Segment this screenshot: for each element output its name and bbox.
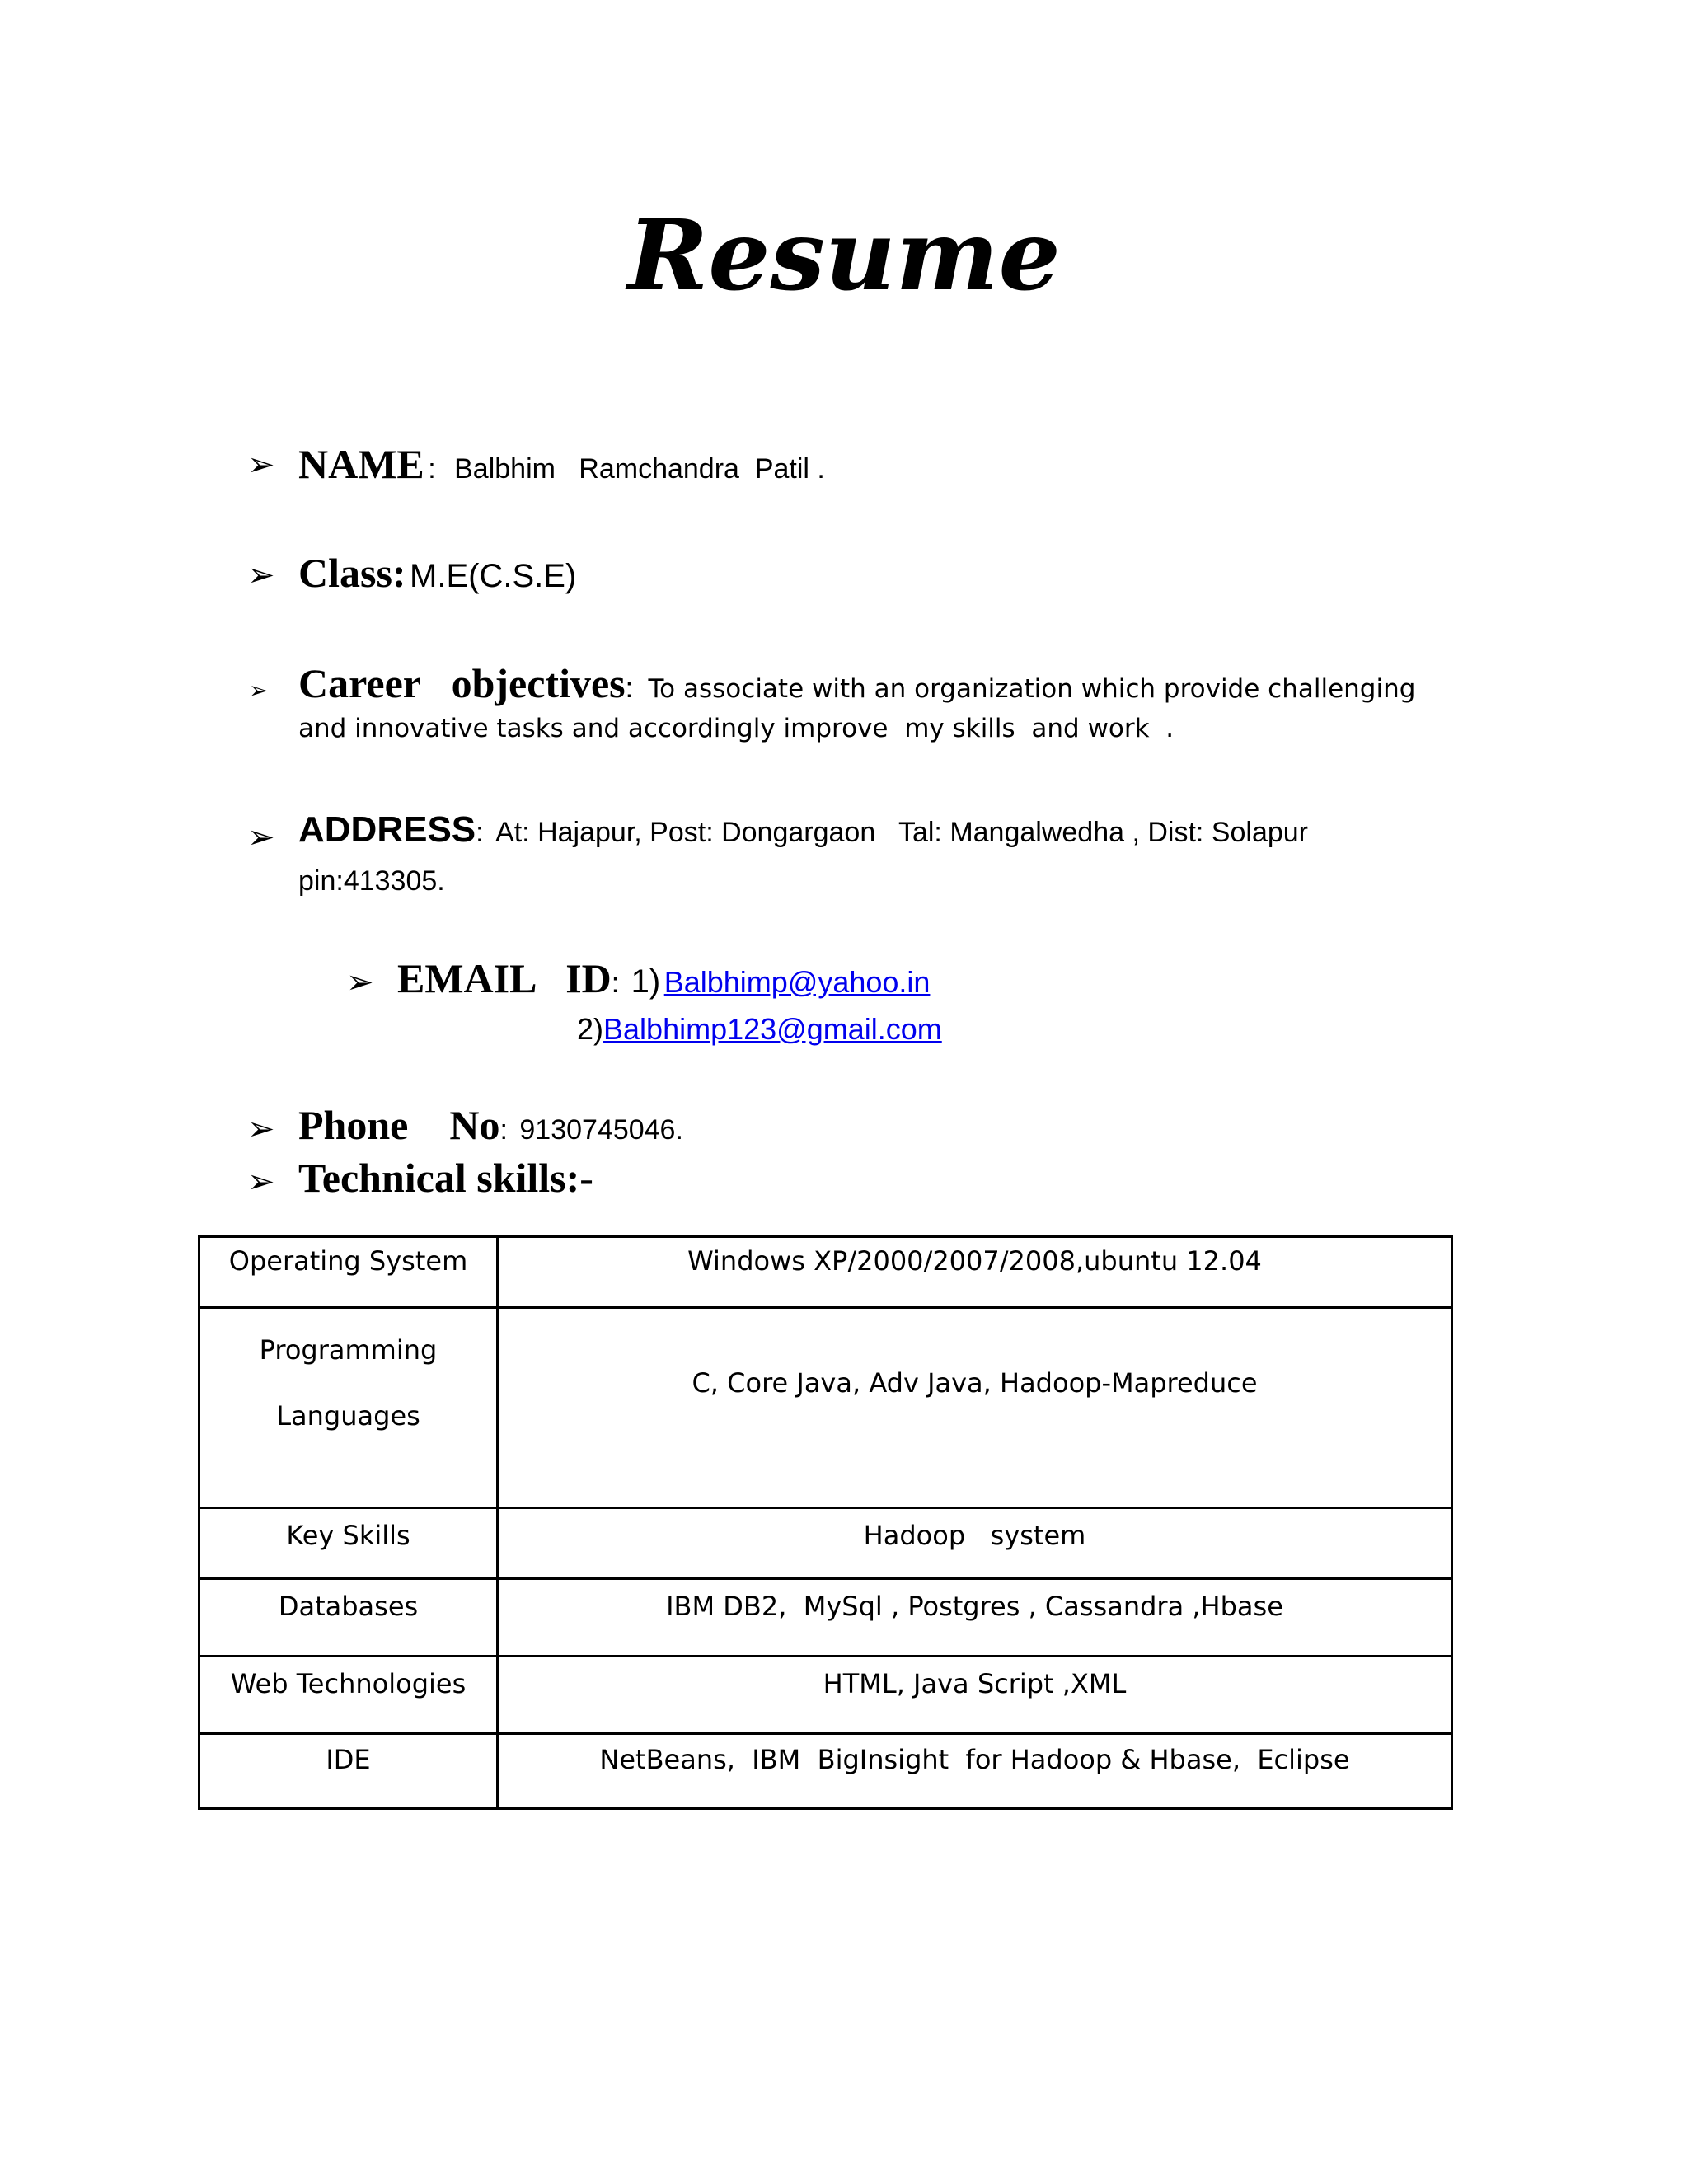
skill-value: HTML, Java Script ,XML (498, 1657, 1452, 1734)
address-line1: At: Hajapur, Post: Dongargaon Tal: Mangalwedha , Dist: Solapur (495, 817, 1308, 848)
email-row-2 (577, 1012, 942, 1047)
email-row (397, 954, 930, 1002)
resume-title: Resume (627, 198, 1061, 312)
phone-row (298, 1101, 683, 1149)
technical-skills-heading: Technical skills:- (298, 1155, 593, 1201)
career-text-line2: and innovative tasks and accordingly improve my skills and work . (298, 714, 1175, 743)
name-label: NAME (298, 441, 424, 487)
class-row (298, 549, 576, 597)
career-row (298, 659, 1415, 707)
name-separator: : (428, 453, 436, 485)
skill-value: Hadoop system (498, 1508, 1452, 1579)
table-row (199, 1237, 1452, 1308)
name-value: Balbhim Ramchandra Patil . (454, 453, 825, 485)
class-value: M.E(C.S.E) (410, 558, 577, 594)
arrowhead-bullet-icon: ➢ (247, 1163, 275, 1201)
table-row (199, 1508, 1452, 1579)
technical-skills-table (198, 1235, 1453, 1810)
skill-value: Windows XP/2000/2007/2008,ubuntu 12.04 (498, 1237, 1452, 1308)
skill-category: Key Skills (199, 1508, 498, 1579)
career-separator: : (625, 673, 634, 704)
arrowhead-bullet-icon: ➢ (247, 1110, 275, 1148)
arrowhead-bullet-icon: ➢ (247, 818, 275, 856)
class-label: Class: (298, 550, 406, 596)
phone-value: 9130745046. (519, 1114, 683, 1146)
arrowhead-bullet-icon: ➢ (247, 556, 275, 594)
skill-value: IBM DB2, MySql , Postgres , Cassandra ,Hbase (498, 1579, 1452, 1657)
table-row (199, 1579, 1452, 1657)
arrowhead-bullet-icon: ➢ (249, 677, 269, 704)
skill-category-line1: Programming (259, 1334, 438, 1366)
email-separator: : (611, 968, 620, 999)
email-number-1: 1) (631, 963, 661, 1000)
address-label: ADDRESS (298, 809, 476, 850)
career-label: Career objectives (298, 660, 626, 706)
address-separator: : (476, 817, 484, 848)
arrowhead-bullet-icon: ➢ (247, 446, 275, 484)
address-row (298, 809, 1308, 851)
email-link-1[interactable]: Balbhimp@yahoo.in (663, 965, 931, 999)
skill-category: Operating System (199, 1237, 498, 1308)
table-row (199, 1308, 1452, 1508)
skill-category: Databases (199, 1579, 498, 1657)
skill-value: NetBeans, IBM BigInsight for Hadoop & Hbase, Eclipse (498, 1734, 1452, 1809)
arrowhead-bullet-icon: ➢ (346, 963, 374, 1001)
table-row (199, 1734, 1452, 1809)
skill-value: C, Core Java, Adv Java, Hadoop-Mapreduce (498, 1308, 1452, 1508)
skill-category: Web Technologies (199, 1657, 498, 1734)
name-row (298, 440, 825, 488)
skill-category: IDE (199, 1734, 498, 1809)
email-number-2: 2) (577, 1012, 604, 1046)
table-row (199, 1657, 1452, 1734)
email-link-2[interactable]: Balbhimp123@gmail.com (603, 1012, 942, 1046)
career-text-line1: To associate with an organization which provide challenging (648, 674, 1416, 704)
skill-category-line2: Languages (276, 1400, 420, 1432)
skill-category (199, 1308, 498, 1508)
address-line2: pin:413305. (298, 865, 445, 897)
phone-label: Phone No (298, 1102, 500, 1148)
email-label: EMAIL ID (397, 955, 612, 1001)
phone-separator: : (499, 1114, 508, 1146)
